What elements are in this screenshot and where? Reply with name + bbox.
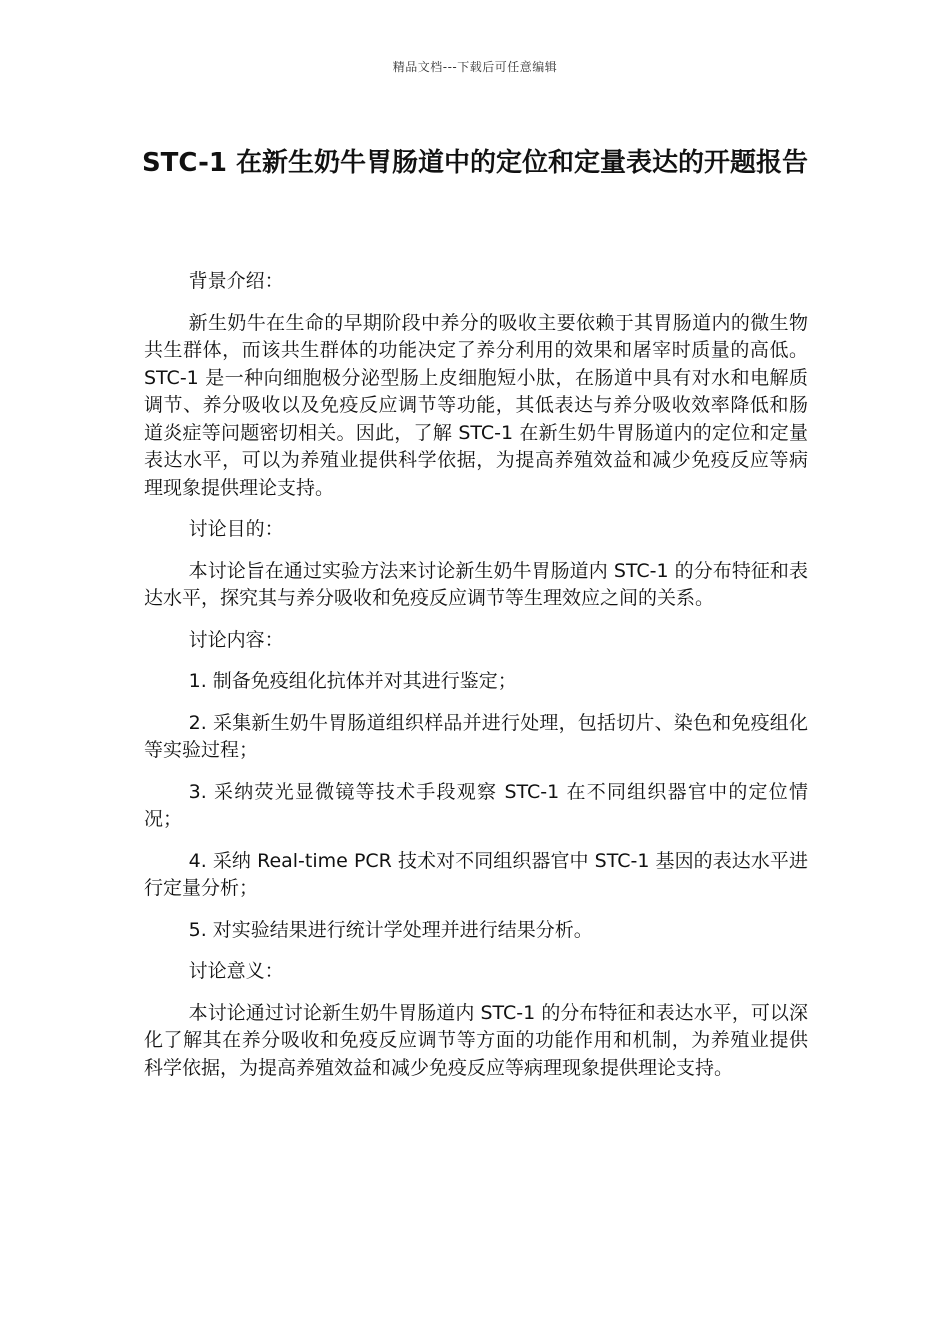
header-note: 精品文档---下载后可任意编辑 bbox=[392, 60, 558, 74]
background-label: 背景介绍： bbox=[188, 270, 284, 292]
purpose-paragraph: 本讨论旨在通过实验方法来讨论新生奶牛胃肠道内 STC-1 的分布特征和表达水平，探究其与养分吸收和免疫反应调节等生理效应之间的关系。 bbox=[144, 559, 808, 609]
content-item-1: 1. 制备免疫组化抗体并对其进行鉴定； bbox=[188, 670, 517, 692]
content-item-5: 5. 对实验结果进行统计学处理并进行结果分析。 bbox=[188, 918, 593, 941]
content-label: 讨论内容： bbox=[188, 628, 284, 651]
document-title: STC-1 在新生奶牛胃肠道中的定位和定量表达的开题报告 bbox=[141, 148, 809, 178]
purpose-label: 讨论目的： bbox=[188, 518, 284, 540]
background-paragraph: 新生奶牛在生命的早期阶段中养分的吸收主要依赖于其胃肠道内的微生物共生群体，而该共生群体的功能决定了养分利用的效果和屠宰时质量的高低。STC-1 是一种向细胞极分泌型肠上皮细胞短小肽，在肠道中具有对水和电解质调节、养分吸收以及免疫反应调节等功能，其低表达与养分吸收效率降低和肠道炎症等问题密切相关。因此，了解 STC-1 在新生奶牛胃肠道内的定位和定量表达水平，可以为养殖业提供科学依据，为提高养殖效益和减少免疫反应等病理现象提供理论支持。 bbox=[144, 311, 808, 499]
document-body bbox=[144, 268, 808, 1096]
significance-label: 讨论意义： bbox=[188, 960, 284, 982]
content-item-3: 3. 采纳荧光显微镜等技术手段观察 STC-1 在不同组织器官中的定位情况； bbox=[144, 780, 808, 830]
content-item-2: 2. 采集新生奶牛胃肠道组织样品并进行处理，包括切片、染色和免疫组化等实验过程； bbox=[144, 711, 808, 761]
content-item-4: 4. 采纳 Real-time PCR 技术对不同组织器官中 STC-1 基因的表达水平进行定量分析； bbox=[144, 849, 808, 899]
significance-paragraph: 本讨论通过讨论新生奶牛胃肠道内 STC-1 的分布特征和表达水平，可以深化了解其在养分吸收和免疫反应调节等方面的功能作用和机制，为养殖业提供科学依据，为提高养殖效益和减少免疫反应等病理现象提供理论支持。 bbox=[144, 1001, 808, 1079]
